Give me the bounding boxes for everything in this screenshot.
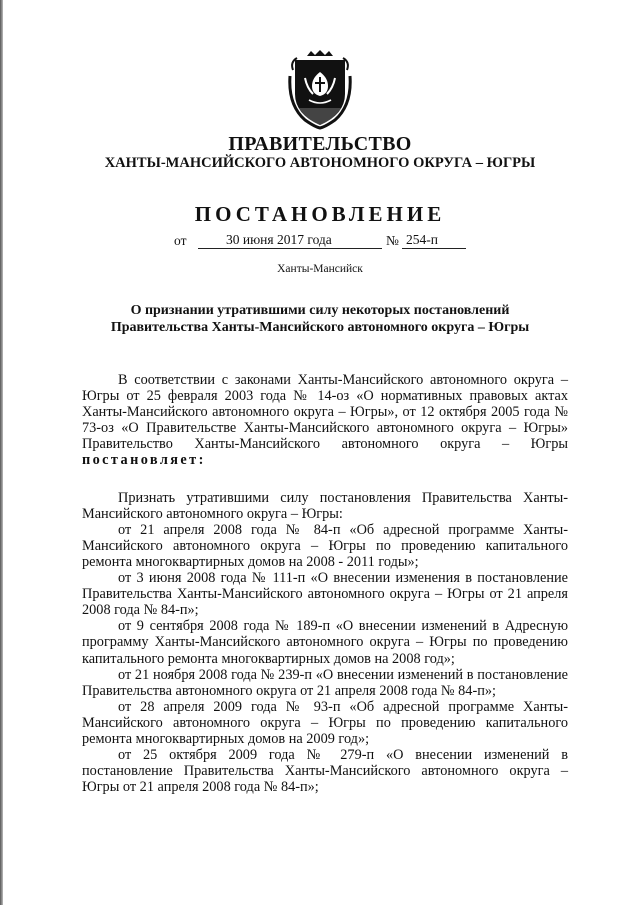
list-item: от 9 сентября 2008 года № 189-п «О внесении изменений в Адресную программу Ханты-Мансийского автономного округа – Югры по проведению капитального ремонта многоквартирных домов на 2008 год»; [82, 618, 568, 667]
heading-line-1: О признании утратившими силу некоторых постановлений [130, 303, 510, 318]
decree-word: постановляет [82, 452, 199, 469]
document-number: 254-п [406, 232, 438, 247]
number-prefix: № [386, 233, 399, 248]
document-type: ПОСТАНОВЛЕНИЕ [194, 202, 446, 226]
intro-paragraph: Признать утратившими силу постановления Правительства Ханты-Мансийского автономного округа – Югры: [82, 489, 568, 522]
region-title: ХАНТЫ-МАНСИЙСКОГО АВТОНОМНОГО ОКРУГА – ЮГРЫ [104, 155, 536, 171]
document-date: 30 июня 2017 года [226, 232, 332, 247]
paragraph-gap [82, 469, 568, 490]
date-number-row [0, 232, 640, 250]
list-item: от 28 апреля 2009 года № 93-п «Об адресной программе Ханты-Мансийского автономного округа – Югры по проведению капитального ремонта многоквартирных домов на 2009 год»; [82, 698, 568, 747]
number-underline [402, 248, 466, 249]
list-item: от 21 апреля 2008 года № 84-п «Об адресной программе Ханты-Мансийского автономного округа – Югры по проведению капитального ремонта многоквартирных домов на 2008 - 2011 годы»; [82, 521, 568, 570]
list-item: от 3 июня 2008 года № 111-п «О внесении изменения в постановление Правительства Ханты-Мансийского автономного округа – Югры от 21 апреля 2008 года № 84-п»; [82, 570, 568, 619]
preamble-paragraph [82, 372, 568, 469]
date-underline [198, 248, 382, 249]
decree-colon: : [198, 452, 204, 469]
coat-of-arms-icon [285, 50, 355, 130]
document-body [82, 372, 568, 795]
government-title: ПРАВИТЕЛЬСТВО [228, 133, 412, 155]
date-prefix: от [174, 233, 187, 248]
list-item: от 25 октября 2009 года № 279-п «О внесении изменений в постановление Правительства Ханты-Мансийского автономного округа – Югры от 21 апреля 2008 года № 84-п»; [82, 747, 568, 796]
preamble-text: В соответствии с законами Ханты-Мансийского автономного округа – Югры от 25 февраля 2003 года № 14-оз «О нормативных правовых актах Ханты-Мансийского автономного округа – Югры», от 12 октября 2005 года № 73-оз «О Правительстве Ханты-Мансийского автономного округа – Югры» Правительство Ханты-Мансийского автономного округа – Югры [82, 372, 568, 453]
document-heading [60, 302, 580, 336]
list-item: от 21 ноября 2008 года № 239-п «О внесении изменений в постановление Правительства автономного округа от 21 апреля 2008 года № 84-п»; [82, 666, 568, 699]
heading-line-2: Правительства Ханты-Мансийского автономного округа – Югры [110, 320, 530, 335]
city-name: Ханты-Мансийск [277, 263, 363, 275]
